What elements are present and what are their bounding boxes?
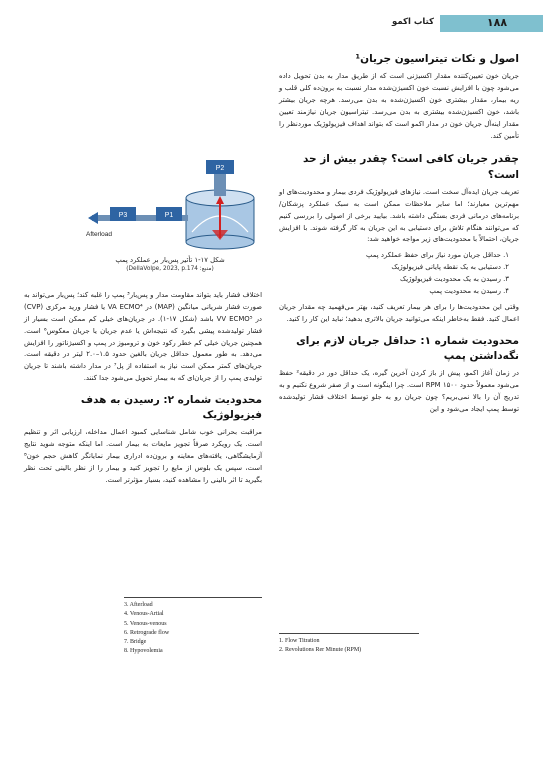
limitations-list [279,250,519,298]
footnote: 6. Retrograde flow [124,629,170,636]
footnote-rule-left [124,597,262,598]
running-title: کتاب اکمو [392,17,434,27]
footnote: 1. Flow Titration [279,638,320,644]
paragraph-flow-titration: جریان خون تعیین‌کننده مقدار اکسیژنی است که از طریق مدار به بدن تحویل داده می‌شود چون با افزایش نسبت خون اکسیژن‌شده مدار نسبت به برون‌ده کلی قلب و ریه بیمار، مقدار بیشتری خون اکسیژن‌شده به بدن می‌رسد. هرچه جریان بیشتر باشد، خون اکسیژن‌شده بیشتری به بدن می‌رسد. تیتراسیون جریان نیازمند تعیین مقدار اینه‌آل جریان خون در مدار اکمو است که بتواند اهداف فیزیولوژیک موردنظر را تأمین کند. [279,72,519,140]
page-header [0,0,543,36]
figure-caption-text: شکل ۱۷-۱ تأثیر پس‌بار بر عملکرد پمپ [115,256,225,264]
list-item: ۳. رسیدن به یک محدودیت فیزیولوژیک [400,275,509,284]
right-column [279,52,519,419]
p3-label: P3 [118,212,128,219]
paragraph-limitation-2: مراقبت بحرانی خوب شامل شناسایی کمبود اعمال مداخله، ارزیابی اثر و تنظیم است. یک رویکرد صرفاً تجویز مایعات به بیمار است. اما اینکه متوجه شوید نتایج آزمایشگاهی، یافته‌های معاینه و برون‌ده ادراری بیمار نمایانگر کاهش حجم خون⁸ است، سپس یک بلوس از مایع را تجویز کنید و بیمار را از نظر بالینی تحت نظر بگیرید تا اثر بالینی را مشاهده کنید، بسیار مؤثرتر است. [24,428,262,484]
left-column [24,290,262,491]
section-title-how-much-flow: چقدر جریان کافی است؟ چقدر بیش از حد است؟ [302,153,519,181]
paragraph-limitation-1: در زمان آغاز اکمو، پیش از باز کردن آخرین گیره، یک حداقل دور در دقیقه² حفظ می‌شود معمولاً حدود ۱۵۰۰ RPM است. چرا اینگونه است و از صفر شروع نکنیم و به تدریج آن را بالا نمی‌بریم؟ چون جریان رو به جلو توسط اختلاف فشار تولیدشده توسط پمپ ایجاد می‌شود و این [279,368,520,413]
footnotes-left [124,601,264,657]
footnote: 4. Venous-Artial [124,611,164,618]
figure-caption [90,255,250,274]
p2-label: P2 [215,165,225,172]
arrow-left-icon [88,212,98,224]
list-item: ۱. حداقل جریان مورد نیاز برای حفظ عملکرد پمپ [366,251,509,260]
paragraph-afterload: اختلاف فشار باید بتواند مقاومت مدار و پس‌بار³ پمپ را غلبه کند؛ پس‌بار می‌تواند به صورت فشار شریانی میانگین (MAP) در VA ECMO⁴ یا فشار ورید مرکزی (CVP) در VV ECMO⁵ باشد (شکل ۱۷-۱). در جریان‌های خیلی کم ممکن است بسیار از فشار تولیدشده پیشی بگیرد که نتیجه‌اش یا عدم جریان یا جریان معکوس⁶ است. همچنین جریان خیلی کم خطر رکود خون و ترومبوز در پمپ و اکسیژناتور را افزایش می‌دهد. به طور معمول حداقل جریان بالغین حدود ۱.۵–۲.۰ لیتر در دقیقه است. جریان‌های کمتر ممکن است نیاز به استفاده از پل⁷ در مدار داشته باشند تا جریان تولیدی پمپ را از جریان‌ای که به بیمار تحویل می‌شود جدا کنند. [24,291,263,383]
list-item: ۲. دستیابی به یک نقطه پایانی فیزیولوژیک [391,263,509,272]
footnote: 7. Bridge [124,639,147,646]
section-title-limitation-2: محدودیت شماره ۲: رسیدن به هدف فیزیولوژیک [80,394,262,422]
p1-label: P1 [164,212,174,219]
paragraph-how-much-flow: تعریف جریان ایده‌آل سخت است. نیازهای فیزیولوژیک فردی بیمار و محدودیت‌های او مهم‌ترین معیارند؛ اما سایر ملاحظات ممکن است به سبک عملکرد پزشکان/ برنامه‌های درمانی فردی بستگی داشته باشد. بیایید برخی از اصولی را بررسی کنیم که می‌توانند هنگام تلاش برای دستیابی به این جریان به کار گرفته شوند. با افزایش جریان، احتمالاً با محدودیت‌های زیر مواجه خواهید شد: [279,187,519,244]
pump-diagram [82,160,262,260]
footnote-rule-right [279,633,419,634]
list-item: ۴. رسیدن به محدودیت پمپ [429,286,509,295]
figure-source: (منبع: DellaVolpe, 2023, p.174) [126,266,214,273]
section-title-flow-titration: اصول و نکات تیتراسیون جریان¹ [355,53,519,65]
page-number: ۱۸۸ [486,16,508,29]
paragraph-limitations-summary: وقتی این محدودیت‌ها را برای هر بیمار تعریف کنید، بهتر می‌فهمید چه مقدار جریان اعمال کنید. فقط به‌خاطر اینکه می‌توانید جریان بالاتری بدهید؛ نباید این کار را کنید. [279,302,519,323]
footnotes-right [279,637,479,656]
footnote: 2. Revolutions Rer Minute (RPM) [279,647,362,654]
footnote: 5. Venous-venous [124,620,167,627]
section-title-limitation-1: محدودیت شماره ۱: حداقل جریان لازم برای نگه‌داشتن پمپ [296,334,519,362]
footnote: 3. Afterload [124,602,153,608]
footnote: 8. Hypovolemia [124,648,163,655]
afterload-label: Afterload [86,231,113,238]
